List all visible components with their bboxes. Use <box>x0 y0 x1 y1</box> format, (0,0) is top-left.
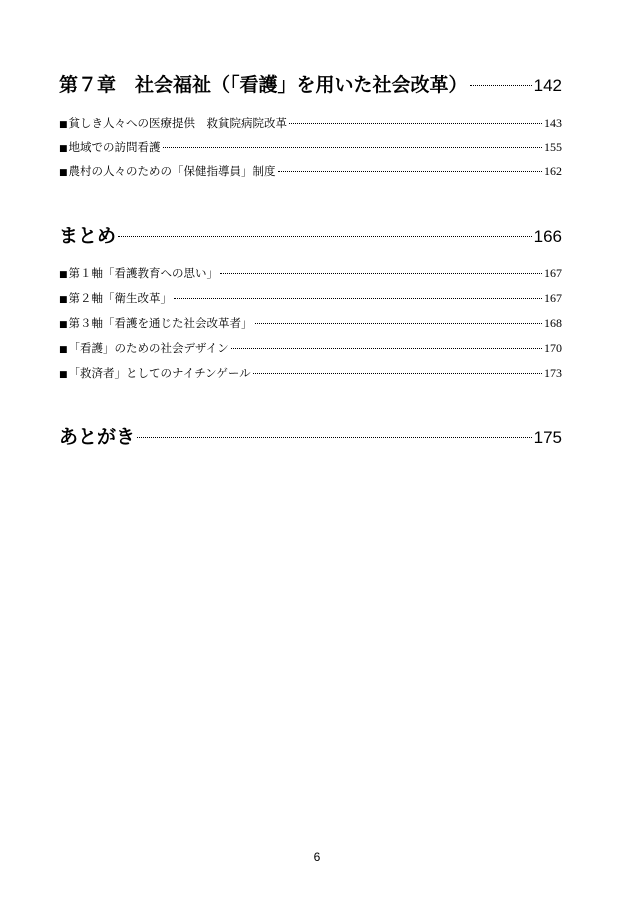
square-bullet-icon: ■ <box>59 120 68 130</box>
dot-leader <box>255 316 542 328</box>
toc-item[interactable] <box>59 114 562 132</box>
toc-heading-title: まとめ <box>59 225 117 247</box>
toc-item-label: 第３軸「看護を通じた社会改革者」 <box>68 316 253 330</box>
dot-leader <box>231 341 542 353</box>
square-bullet-icon: ■ <box>59 320 68 330</box>
toc-item-page: 167 <box>544 266 562 280</box>
toc-heading-chapter7[interactable] <box>59 72 562 98</box>
dot-leader <box>220 266 542 278</box>
dot-leader <box>118 223 532 242</box>
toc-item[interactable] <box>59 314 562 332</box>
toc-item[interactable] <box>59 138 562 156</box>
square-bullet-icon: ■ <box>59 270 68 280</box>
dot-leader <box>137 424 532 443</box>
toc-item-label: 「救済者」としてのナイチンゲール <box>68 366 251 380</box>
toc-item[interactable] <box>59 289 562 307</box>
toc-item-label: 第２軸「衛生改革」 <box>68 291 173 305</box>
dot-leader <box>253 366 542 378</box>
square-bullet-icon: ■ <box>59 144 68 154</box>
toc-item[interactable] <box>59 162 562 180</box>
dot-leader <box>163 140 542 152</box>
dot-leader <box>174 291 542 303</box>
square-bullet-icon: ■ <box>59 345 68 355</box>
square-bullet-icon: ■ <box>59 370 68 380</box>
toc-item[interactable] <box>59 364 562 382</box>
toc-item-label: 「看護」のための社会デザイン <box>68 341 229 355</box>
toc-item-page: 173 <box>544 366 562 380</box>
toc-heading-page: 142 <box>533 76 562 95</box>
toc-item-label: 貧しき人々への医療提供 救貧院病院改革 <box>68 116 288 130</box>
toc-item-page: 170 <box>544 341 562 355</box>
toc-item-page: 167 <box>544 291 562 305</box>
toc-item-label: 地域での訪問看護 <box>68 140 161 154</box>
toc-heading-page: 175 <box>533 428 562 447</box>
toc-heading-summary[interactable] <box>59 223 562 249</box>
toc-item-label: 第１軸「看護教育への思い」 <box>68 266 219 280</box>
toc-item[interactable] <box>59 264 562 282</box>
toc-heading-page: 166 <box>533 227 562 246</box>
toc-item-page: 155 <box>544 140 562 154</box>
toc-item-page: 143 <box>544 116 562 130</box>
dot-leader <box>278 164 542 176</box>
toc-item-page: 162 <box>544 164 562 178</box>
square-bullet-icon: ■ <box>59 168 68 178</box>
dot-leader <box>470 72 532 91</box>
square-bullet-icon: ■ <box>59 295 68 305</box>
toc-heading-afterword[interactable] <box>59 424 562 450</box>
page-number: 6 <box>313 850 321 864</box>
toc-heading-title: 第７章 社会福祉（「看護」を用いた社会改革） <box>59 74 468 96</box>
toc-item[interactable] <box>59 339 562 357</box>
dot-leader <box>289 116 542 128</box>
toc-item-page: 168 <box>544 316 562 330</box>
toc-item-label: 農村の人々のための「保健指導員」制度 <box>68 164 276 178</box>
toc-heading-title: あとがき <box>59 426 136 448</box>
